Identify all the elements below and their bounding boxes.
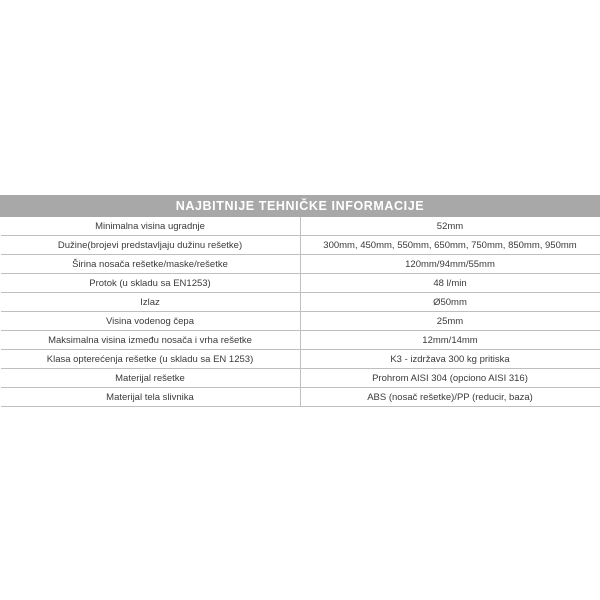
- row-label: Dužine(brojevi predstavljaju dužinu rešetke): [1, 236, 301, 255]
- row-value: K3 - izdržava 300 kg pritiska: [300, 350, 600, 369]
- table-row: [1, 369, 600, 388]
- row-value: ABS (nosač rešetke)/PP (reducir, baza): [300, 388, 600, 407]
- table-row: [1, 331, 600, 350]
- row-value: 48 l/min: [300, 274, 600, 293]
- table-row: [1, 274, 600, 293]
- table-row: [1, 312, 600, 331]
- row-label: Materijal rešetke: [1, 369, 301, 388]
- row-label: Klasa opterećenja rešetke (u skladu sa EN 1253): [1, 350, 301, 369]
- row-value: 300mm, 450mm, 550mm, 650mm, 750mm, 850mm, 950mm: [300, 236, 600, 255]
- table-row: [1, 217, 600, 236]
- row-label: Izlaz: [1, 293, 301, 312]
- row-label: Protok (u skladu sa EN1253): [1, 274, 301, 293]
- row-label: Visina vodenog čepa: [1, 312, 301, 331]
- row-value: 52mm: [300, 217, 600, 236]
- row-label: Minimalna visina ugradnje: [1, 217, 301, 236]
- table-header-row: [1, 196, 600, 217]
- table-title: NAJBITNIJE TEHNIČKE INFORMACIJE: [1, 196, 600, 217]
- table-row: [1, 388, 600, 407]
- row-value: 120mm/94mm/55mm: [300, 255, 600, 274]
- row-label: Materijal tela slivnika: [1, 388, 301, 407]
- row-value: Prohrom AISI 304 (opciono AISI 316): [300, 369, 600, 388]
- table-row: [1, 255, 600, 274]
- row-value: 25mm: [300, 312, 600, 331]
- row-label: Maksimalna visina između nosača i vrha rešetke: [1, 331, 301, 350]
- technical-info-table: [0, 195, 600, 407]
- row-label: Širina nosača rešetke/maske/rešetke: [1, 255, 301, 274]
- table-row: [1, 293, 600, 312]
- table-row: [1, 236, 600, 255]
- table-row: [1, 350, 600, 369]
- row-value: Ø50mm: [300, 293, 600, 312]
- row-value: 12mm/14mm: [300, 331, 600, 350]
